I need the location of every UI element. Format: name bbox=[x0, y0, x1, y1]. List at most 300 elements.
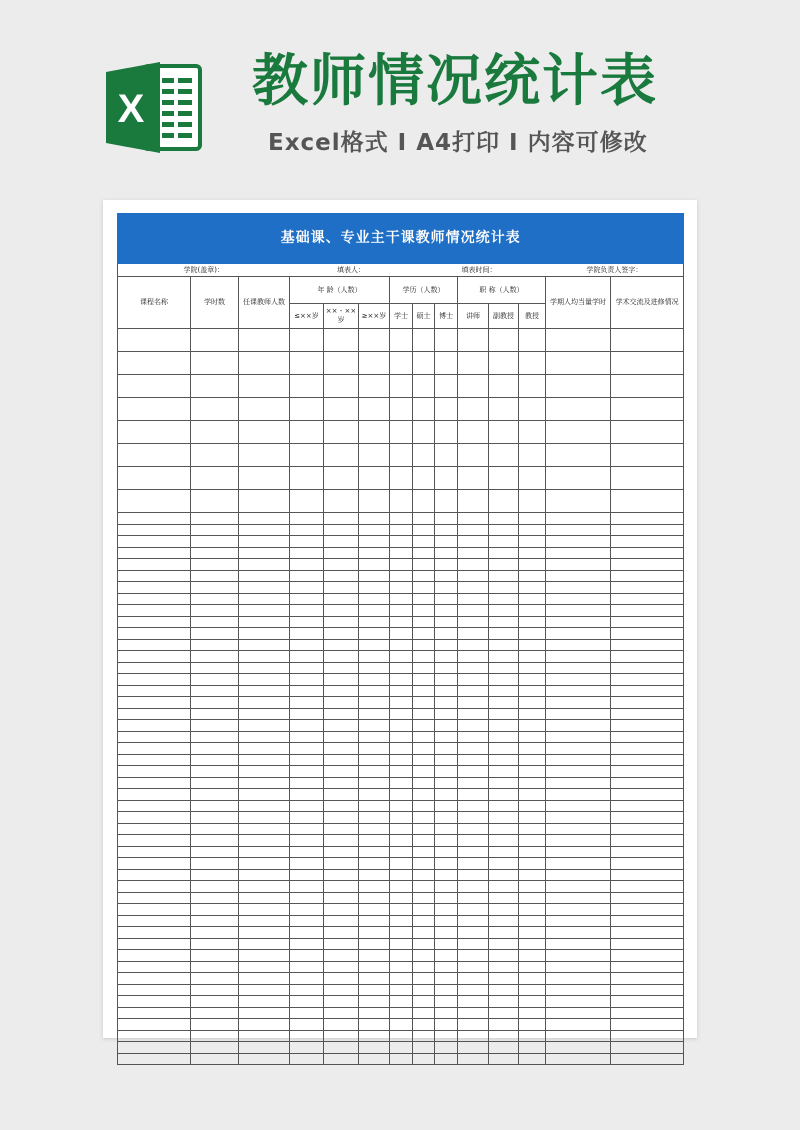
table-cell[interactable] bbox=[290, 812, 324, 824]
table-cell[interactable] bbox=[118, 582, 191, 594]
table-cell[interactable] bbox=[489, 674, 519, 686]
table-cell[interactable] bbox=[239, 858, 290, 870]
table-cell[interactable] bbox=[359, 869, 390, 881]
table-cell[interactable] bbox=[435, 881, 458, 893]
table-cell[interactable] bbox=[239, 1053, 290, 1065]
table-cell[interactable] bbox=[118, 329, 191, 352]
table-cell[interactable] bbox=[413, 996, 435, 1008]
table-cell[interactable] bbox=[611, 329, 684, 352]
table-cell[interactable] bbox=[118, 766, 191, 778]
table-cell[interactable] bbox=[458, 329, 489, 352]
table-cell[interactable] bbox=[118, 743, 191, 755]
table-cell[interactable] bbox=[191, 1007, 239, 1019]
table-cell[interactable] bbox=[611, 777, 684, 789]
table-cell[interactable] bbox=[290, 674, 324, 686]
table-cell[interactable] bbox=[435, 915, 458, 927]
table-cell[interactable] bbox=[458, 616, 489, 628]
table-cell[interactable] bbox=[413, 662, 435, 674]
table-cell[interactable] bbox=[324, 375, 359, 398]
table-cell[interactable] bbox=[324, 938, 359, 950]
table-cell[interactable] bbox=[359, 547, 390, 559]
table-cell[interactable] bbox=[413, 892, 435, 904]
table-cell[interactable] bbox=[191, 421, 239, 444]
table-cell[interactable] bbox=[324, 881, 359, 893]
table-cell[interactable] bbox=[359, 950, 390, 962]
table-cell[interactable] bbox=[191, 766, 239, 778]
table-cell[interactable] bbox=[611, 743, 684, 755]
table-cell[interactable] bbox=[519, 329, 546, 352]
table-cell[interactable] bbox=[324, 593, 359, 605]
table-cell[interactable] bbox=[118, 996, 191, 1008]
table-cell[interactable] bbox=[290, 398, 324, 421]
table-cell[interactable] bbox=[191, 593, 239, 605]
table-cell[interactable] bbox=[118, 524, 191, 536]
table-cell[interactable] bbox=[290, 1019, 324, 1031]
table-cell[interactable] bbox=[239, 582, 290, 594]
table-cell[interactable] bbox=[489, 996, 519, 1008]
table-cell[interactable] bbox=[239, 651, 290, 663]
table-cell[interactable] bbox=[489, 490, 519, 513]
table-cell[interactable] bbox=[611, 674, 684, 686]
table-cell[interactable] bbox=[191, 904, 239, 916]
table-cell[interactable] bbox=[489, 1019, 519, 1031]
table-cell[interactable] bbox=[435, 398, 458, 421]
table-cell[interactable] bbox=[489, 743, 519, 755]
table-cell[interactable] bbox=[519, 421, 546, 444]
table-cell[interactable] bbox=[239, 835, 290, 847]
table-cell[interactable] bbox=[435, 605, 458, 617]
table-cell[interactable] bbox=[290, 1007, 324, 1019]
table-cell[interactable] bbox=[324, 858, 359, 870]
table-cell[interactable] bbox=[413, 490, 435, 513]
table-cell[interactable] bbox=[359, 973, 390, 985]
table-cell[interactable] bbox=[435, 823, 458, 835]
table-cell[interactable] bbox=[290, 823, 324, 835]
table-cell[interactable] bbox=[546, 467, 611, 490]
table-cell[interactable] bbox=[546, 996, 611, 1008]
table-cell[interactable] bbox=[390, 421, 413, 444]
table-cell[interactable] bbox=[611, 881, 684, 893]
table-cell[interactable] bbox=[546, 846, 611, 858]
table-cell[interactable] bbox=[390, 605, 413, 617]
table-cell[interactable] bbox=[519, 846, 546, 858]
table-cell[interactable] bbox=[489, 950, 519, 962]
table-cell[interactable] bbox=[546, 812, 611, 824]
table-cell[interactable] bbox=[324, 800, 359, 812]
table-cell[interactable] bbox=[611, 708, 684, 720]
table-cell[interactable] bbox=[290, 915, 324, 927]
table-cell[interactable] bbox=[191, 927, 239, 939]
table-cell[interactable] bbox=[413, 904, 435, 916]
table-cell[interactable] bbox=[519, 570, 546, 582]
table-cell[interactable] bbox=[519, 800, 546, 812]
table-cell[interactable] bbox=[458, 869, 489, 881]
table-cell[interactable] bbox=[359, 731, 390, 743]
table-cell[interactable] bbox=[191, 352, 239, 375]
table-cell[interactable] bbox=[435, 639, 458, 651]
table-cell[interactable] bbox=[489, 639, 519, 651]
table-cell[interactable] bbox=[413, 720, 435, 732]
table-cell[interactable] bbox=[489, 881, 519, 893]
table-cell[interactable] bbox=[118, 789, 191, 801]
table-cell[interactable] bbox=[118, 754, 191, 766]
table-cell[interactable] bbox=[546, 570, 611, 582]
table-cell[interactable] bbox=[458, 651, 489, 663]
table-cell[interactable] bbox=[239, 973, 290, 985]
table-cell[interactable] bbox=[435, 835, 458, 847]
table-cell[interactable] bbox=[118, 628, 191, 640]
table-cell[interactable] bbox=[390, 720, 413, 732]
table-cell[interactable] bbox=[239, 375, 290, 398]
table-cell[interactable] bbox=[390, 329, 413, 352]
table-cell[interactable] bbox=[458, 835, 489, 847]
table-cell[interactable] bbox=[546, 1007, 611, 1019]
table-cell[interactable] bbox=[239, 524, 290, 536]
table-cell[interactable] bbox=[324, 329, 359, 352]
table-cell[interactable] bbox=[519, 662, 546, 674]
table-cell[interactable] bbox=[435, 490, 458, 513]
table-cell[interactable] bbox=[359, 708, 390, 720]
table-cell[interactable] bbox=[324, 720, 359, 732]
table-cell[interactable] bbox=[458, 547, 489, 559]
table-cell[interactable] bbox=[519, 961, 546, 973]
table-cell[interactable] bbox=[390, 593, 413, 605]
table-cell[interactable] bbox=[546, 593, 611, 605]
table-cell[interactable] bbox=[413, 984, 435, 996]
table-cell[interactable] bbox=[324, 490, 359, 513]
table-cell[interactable] bbox=[239, 616, 290, 628]
table-cell[interactable] bbox=[191, 559, 239, 571]
table-cell[interactable] bbox=[118, 858, 191, 870]
table-cell[interactable] bbox=[489, 697, 519, 709]
table-cell[interactable] bbox=[519, 444, 546, 467]
table-cell[interactable] bbox=[239, 628, 290, 640]
table-cell[interactable] bbox=[519, 559, 546, 571]
table-cell[interactable] bbox=[435, 961, 458, 973]
table-cell[interactable] bbox=[489, 593, 519, 605]
table-cell[interactable] bbox=[435, 754, 458, 766]
table-cell[interactable] bbox=[239, 754, 290, 766]
table-cell[interactable] bbox=[458, 927, 489, 939]
table-cell[interactable] bbox=[519, 881, 546, 893]
table-cell[interactable] bbox=[435, 536, 458, 548]
table-cell[interactable] bbox=[435, 685, 458, 697]
table-cell[interactable] bbox=[118, 593, 191, 605]
table-cell[interactable] bbox=[435, 708, 458, 720]
table-cell[interactable] bbox=[390, 708, 413, 720]
table-cell[interactable] bbox=[489, 789, 519, 801]
table-cell[interactable] bbox=[390, 547, 413, 559]
table-cell[interactable] bbox=[324, 547, 359, 559]
table-cell[interactable] bbox=[413, 938, 435, 950]
table-cell[interactable] bbox=[290, 961, 324, 973]
table-cell[interactable] bbox=[413, 570, 435, 582]
table-cell[interactable] bbox=[458, 881, 489, 893]
table-cell[interactable] bbox=[435, 329, 458, 352]
table-cell[interactable] bbox=[458, 582, 489, 594]
table-cell[interactable] bbox=[191, 616, 239, 628]
table-cell[interactable] bbox=[489, 1053, 519, 1065]
table-cell[interactable] bbox=[435, 444, 458, 467]
table-cell[interactable] bbox=[324, 513, 359, 525]
table-cell[interactable] bbox=[191, 915, 239, 927]
table-cell[interactable] bbox=[519, 467, 546, 490]
table-cell[interactable] bbox=[191, 881, 239, 893]
table-cell[interactable] bbox=[191, 1030, 239, 1042]
table-cell[interactable] bbox=[611, 800, 684, 812]
table-cell[interactable] bbox=[191, 329, 239, 352]
table-cell[interactable] bbox=[118, 915, 191, 927]
table-cell[interactable] bbox=[519, 547, 546, 559]
table-cell[interactable] bbox=[239, 708, 290, 720]
table-cell[interactable] bbox=[413, 731, 435, 743]
table-cell[interactable] bbox=[413, 708, 435, 720]
table-cell[interactable] bbox=[359, 329, 390, 352]
table-cell[interactable] bbox=[413, 766, 435, 778]
table-cell[interactable] bbox=[519, 892, 546, 904]
table-cell[interactable] bbox=[290, 950, 324, 962]
table-cell[interactable] bbox=[191, 662, 239, 674]
table-cell[interactable] bbox=[489, 823, 519, 835]
table-cell[interactable] bbox=[324, 398, 359, 421]
table-cell[interactable] bbox=[435, 697, 458, 709]
table-cell[interactable] bbox=[390, 950, 413, 962]
table-cell[interactable] bbox=[435, 662, 458, 674]
table-cell[interactable] bbox=[359, 961, 390, 973]
table-cell[interactable] bbox=[519, 685, 546, 697]
table-cell[interactable] bbox=[390, 915, 413, 927]
table-cell[interactable] bbox=[390, 697, 413, 709]
table-cell[interactable] bbox=[611, 1019, 684, 1031]
table-cell[interactable] bbox=[611, 904, 684, 916]
table-cell[interactable] bbox=[390, 685, 413, 697]
table-cell[interactable] bbox=[359, 892, 390, 904]
table-cell[interactable] bbox=[611, 536, 684, 548]
table-cell[interactable] bbox=[324, 697, 359, 709]
table-cell[interactable] bbox=[390, 628, 413, 640]
table-cell[interactable] bbox=[611, 973, 684, 985]
table-cell[interactable] bbox=[390, 490, 413, 513]
table-cell[interactable] bbox=[359, 639, 390, 651]
table-cell[interactable] bbox=[519, 720, 546, 732]
table-cell[interactable] bbox=[611, 352, 684, 375]
table-cell[interactable] bbox=[359, 754, 390, 766]
table-cell[interactable] bbox=[519, 582, 546, 594]
table-cell[interactable] bbox=[435, 846, 458, 858]
table-cell[interactable] bbox=[519, 743, 546, 755]
table-cell[interactable] bbox=[413, 605, 435, 617]
table-cell[interactable] bbox=[546, 858, 611, 870]
table-cell[interactable] bbox=[324, 582, 359, 594]
table-cell[interactable] bbox=[239, 743, 290, 755]
table-cell[interactable] bbox=[435, 593, 458, 605]
table-cell[interactable] bbox=[458, 720, 489, 732]
table-cell[interactable] bbox=[489, 329, 519, 352]
table-cell[interactable] bbox=[390, 800, 413, 812]
table-cell[interactable] bbox=[435, 524, 458, 536]
table-cell[interactable] bbox=[413, 858, 435, 870]
table-cell[interactable] bbox=[413, 352, 435, 375]
table-cell[interactable] bbox=[435, 651, 458, 663]
table-cell[interactable] bbox=[546, 904, 611, 916]
table-cell[interactable] bbox=[324, 927, 359, 939]
table-cell[interactable] bbox=[118, 961, 191, 973]
table-cell[interactable] bbox=[359, 984, 390, 996]
table-cell[interactable] bbox=[359, 800, 390, 812]
table-cell[interactable] bbox=[191, 628, 239, 640]
table-cell[interactable] bbox=[458, 996, 489, 1008]
table-cell[interactable] bbox=[118, 950, 191, 962]
table-cell[interactable] bbox=[390, 570, 413, 582]
table-cell[interactable] bbox=[458, 685, 489, 697]
table-cell[interactable] bbox=[324, 444, 359, 467]
table-cell[interactable] bbox=[191, 1019, 239, 1031]
table-cell[interactable] bbox=[390, 1053, 413, 1065]
table-cell[interactable] bbox=[239, 570, 290, 582]
table-cell[interactable] bbox=[390, 892, 413, 904]
table-cell[interactable] bbox=[239, 547, 290, 559]
table-cell[interactable] bbox=[239, 467, 290, 490]
table-cell[interactable] bbox=[390, 846, 413, 858]
table-cell[interactable] bbox=[611, 605, 684, 617]
table-cell[interactable] bbox=[435, 777, 458, 789]
table-cell[interactable] bbox=[118, 1007, 191, 1019]
table-cell[interactable] bbox=[611, 697, 684, 709]
table-cell[interactable] bbox=[519, 766, 546, 778]
table-cell[interactable] bbox=[611, 961, 684, 973]
table-cell[interactable] bbox=[390, 869, 413, 881]
table-cell[interactable] bbox=[413, 593, 435, 605]
table-cell[interactable] bbox=[489, 375, 519, 398]
table-cell[interactable] bbox=[489, 559, 519, 571]
table-cell[interactable] bbox=[191, 743, 239, 755]
table-cell[interactable] bbox=[390, 835, 413, 847]
table-cell[interactable] bbox=[546, 973, 611, 985]
table-cell[interactable] bbox=[118, 1030, 191, 1042]
table-cell[interactable] bbox=[611, 823, 684, 835]
table-cell[interactable] bbox=[359, 375, 390, 398]
table-cell[interactable] bbox=[290, 490, 324, 513]
table-cell[interactable] bbox=[239, 697, 290, 709]
table-cell[interactable] bbox=[239, 800, 290, 812]
table-cell[interactable] bbox=[118, 570, 191, 582]
table-cell[interactable] bbox=[390, 812, 413, 824]
table-cell[interactable] bbox=[413, 1053, 435, 1065]
table-cell[interactable] bbox=[359, 697, 390, 709]
table-cell[interactable] bbox=[191, 950, 239, 962]
table-cell[interactable] bbox=[324, 570, 359, 582]
table-cell[interactable] bbox=[489, 685, 519, 697]
table-cell[interactable] bbox=[413, 823, 435, 835]
table-cell[interactable] bbox=[489, 1007, 519, 1019]
table-cell[interactable] bbox=[390, 973, 413, 985]
table-cell[interactable] bbox=[290, 605, 324, 617]
table-cell[interactable] bbox=[519, 639, 546, 651]
table-cell[interactable] bbox=[390, 398, 413, 421]
table-cell[interactable] bbox=[413, 536, 435, 548]
table-cell[interactable] bbox=[390, 984, 413, 996]
table-cell[interactable] bbox=[435, 858, 458, 870]
table-cell[interactable] bbox=[413, 777, 435, 789]
table-cell[interactable] bbox=[239, 662, 290, 674]
table-cell[interactable] bbox=[435, 904, 458, 916]
table-cell[interactable] bbox=[118, 662, 191, 674]
table-cell[interactable] bbox=[611, 766, 684, 778]
table-cell[interactable] bbox=[359, 490, 390, 513]
table-cell[interactable] bbox=[324, 685, 359, 697]
table-cell[interactable] bbox=[435, 984, 458, 996]
table-cell[interactable] bbox=[324, 973, 359, 985]
table-cell[interactable] bbox=[546, 950, 611, 962]
table-cell[interactable] bbox=[191, 892, 239, 904]
table-cell[interactable] bbox=[390, 938, 413, 950]
table-cell[interactable] bbox=[290, 938, 324, 950]
table-cell[interactable] bbox=[359, 593, 390, 605]
table-cell[interactable] bbox=[359, 1030, 390, 1042]
table-cell[interactable] bbox=[239, 639, 290, 651]
table-cell[interactable] bbox=[324, 639, 359, 651]
table-cell[interactable] bbox=[489, 927, 519, 939]
table-cell[interactable] bbox=[413, 1007, 435, 1019]
table-cell[interactable] bbox=[435, 1007, 458, 1019]
table-cell[interactable] bbox=[519, 950, 546, 962]
table-cell[interactable] bbox=[546, 1019, 611, 1031]
table-cell[interactable] bbox=[239, 892, 290, 904]
table-cell[interactable] bbox=[413, 961, 435, 973]
table-cell[interactable] bbox=[290, 743, 324, 755]
table-cell[interactable] bbox=[611, 1053, 684, 1065]
table-cell[interactable] bbox=[118, 490, 191, 513]
table-cell[interactable] bbox=[118, 731, 191, 743]
table-cell[interactable] bbox=[611, 616, 684, 628]
table-cell[interactable] bbox=[118, 1019, 191, 1031]
table-cell[interactable] bbox=[546, 789, 611, 801]
table-cell[interactable] bbox=[413, 685, 435, 697]
table-cell[interactable] bbox=[191, 823, 239, 835]
table-cell[interactable] bbox=[324, 835, 359, 847]
table-cell[interactable] bbox=[390, 996, 413, 1008]
table-cell[interactable] bbox=[324, 674, 359, 686]
table-cell[interactable] bbox=[191, 973, 239, 985]
table-cell[interactable] bbox=[546, 1030, 611, 1042]
table-cell[interactable] bbox=[239, 869, 290, 881]
table-cell[interactable] bbox=[435, 950, 458, 962]
table-cell[interactable] bbox=[191, 869, 239, 881]
table-cell[interactable] bbox=[519, 536, 546, 548]
table-cell[interactable] bbox=[359, 789, 390, 801]
table-cell[interactable] bbox=[290, 881, 324, 893]
table-cell[interactable] bbox=[435, 731, 458, 743]
table-cell[interactable] bbox=[519, 1030, 546, 1042]
table-cell[interactable] bbox=[118, 685, 191, 697]
table-cell[interactable] bbox=[290, 996, 324, 1008]
table-cell[interactable] bbox=[519, 708, 546, 720]
table-cell[interactable] bbox=[489, 605, 519, 617]
table-cell[interactable] bbox=[390, 352, 413, 375]
table-cell[interactable] bbox=[611, 662, 684, 674]
table-cell[interactable] bbox=[390, 375, 413, 398]
table-cell[interactable] bbox=[413, 1019, 435, 1031]
table-cell[interactable] bbox=[435, 1019, 458, 1031]
table-cell[interactable] bbox=[191, 605, 239, 617]
table-cell[interactable] bbox=[324, 766, 359, 778]
table-cell[interactable] bbox=[239, 1042, 290, 1054]
table-cell[interactable] bbox=[413, 950, 435, 962]
table-cell[interactable] bbox=[489, 766, 519, 778]
table-cell[interactable] bbox=[324, 823, 359, 835]
table-cell[interactable] bbox=[359, 1053, 390, 1065]
table-cell[interactable] bbox=[390, 651, 413, 663]
